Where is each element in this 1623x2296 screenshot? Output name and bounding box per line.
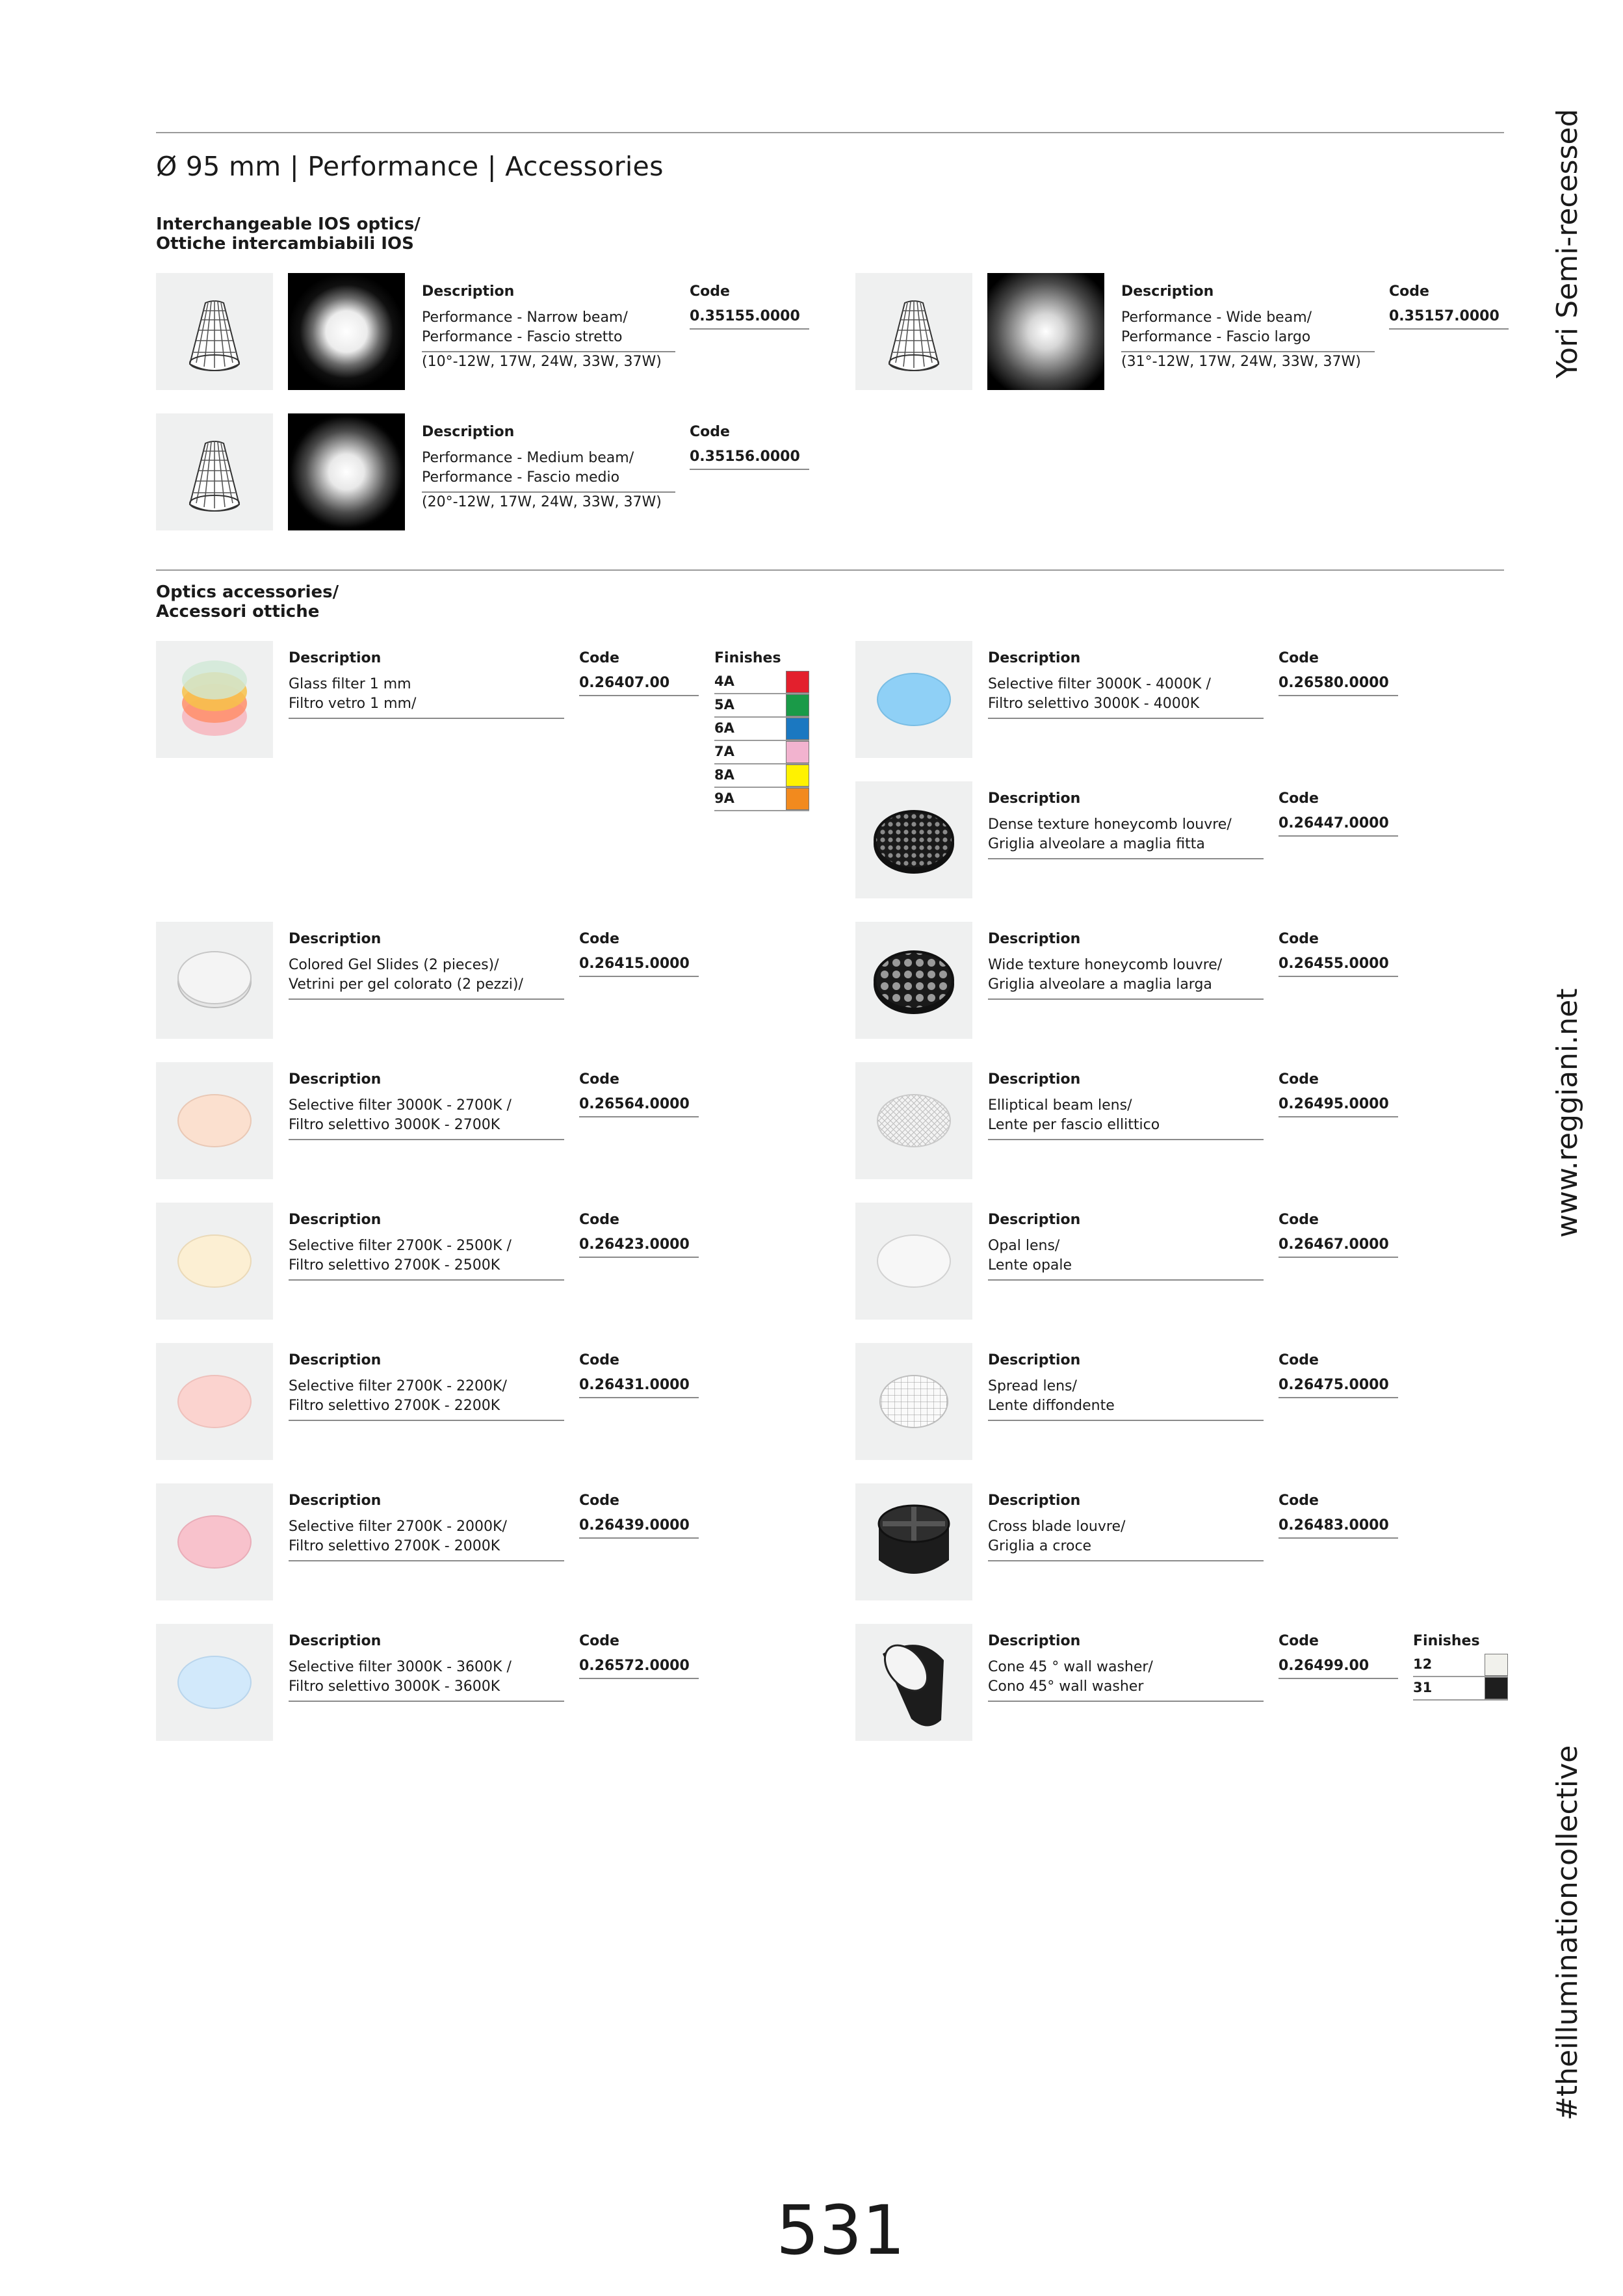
page-number: 531	[776, 2191, 905, 2270]
cone-finish-table	[1413, 1654, 1508, 1701]
label-code: Code	[579, 1493, 619, 1509]
label-code: Code	[579, 1352, 619, 1368]
beam-medium-image	[288, 413, 405, 530]
accessory-code: 0.26407.00	[579, 675, 699, 696]
label-description: Description	[988, 1071, 1081, 1088]
accessory-description: Cross blade louvre/ Griglia a croce	[988, 1517, 1264, 1561]
label-description: Description	[1121, 283, 1214, 300]
dense-honeycomb-icon	[855, 781, 972, 898]
accessory-code: 0.26447.0000	[1279, 815, 1398, 837]
label-description: Description	[289, 931, 382, 947]
beam-wide-image	[987, 273, 1104, 390]
accessory-description: Elliptical beam lens/ Lente per fascio ellittico	[988, 1096, 1264, 1140]
finish-row	[1413, 1654, 1508, 1677]
finish-row	[714, 718, 809, 741]
label-code: Code	[1279, 931, 1319, 947]
spread-lens-icon	[855, 1343, 972, 1460]
side-url-text: www.reggiani.net	[1551, 988, 1584, 1238]
section-title-accessories: Optics accessories/ Accessori ottiche	[156, 582, 339, 621]
label-code: Code	[1389, 283, 1429, 300]
accessory-code: 0.26415.0000	[579, 956, 699, 977]
finish-swatch	[786, 718, 809, 740]
accessory-code: 0.26467.0000	[1279, 1236, 1398, 1258]
label-code: Code	[690, 424, 730, 440]
optic-code: 0.35155.0000	[690, 308, 809, 330]
label-description: Description	[289, 1071, 382, 1088]
finish-swatch	[786, 764, 809, 787]
label-finishes: Finishes	[714, 650, 781, 666]
label-description: Description	[988, 1212, 1081, 1228]
label-code: Code	[579, 650, 619, 666]
optic-description: Performance - Wide beam/ Performance - Fascio largo	[1121, 308, 1375, 352]
cross-blade-louvre-icon	[855, 1483, 972, 1600]
label-code: Code	[1279, 1352, 1319, 1368]
side-hashtag-text: #theilluminationcollective	[1551, 1745, 1584, 2120]
optic-description: Performance - Narrow beam/ Performance - Fascio stretto	[422, 308, 675, 352]
accessory-description: Selective filter 3000K - 4000K / Filtro selettivo 3000K - 4000K	[988, 675, 1264, 719]
finish-swatch	[786, 694, 809, 716]
finish-row	[714, 788, 809, 811]
label-finishes: Finishes	[1413, 1633, 1480, 1649]
finish-row	[714, 694, 809, 718]
cone-wall-washer-icon	[855, 1624, 972, 1741]
glass-finish-table	[714, 671, 809, 811]
accessory-description: Selective filter 2700K - 2200K/ Filtro selettivo 2700K - 2200K	[289, 1377, 564, 1421]
accessory-description: Glass filter 1 mm Filtro vetro 1 mm/	[289, 675, 564, 719]
finish-row	[714, 671, 809, 694]
label-description: Description	[988, 1493, 1081, 1509]
filter-3000k-3600k-icon	[156, 1624, 273, 1741]
wide-honeycomb-icon	[855, 922, 972, 1039]
label-code: Code	[1279, 1212, 1319, 1228]
optic-wattage: (31°-12W, 17W, 24W, 33W, 37W)	[1121, 354, 1361, 370]
reflector-narrow-image	[156, 273, 273, 390]
reflector-medium-image	[156, 413, 273, 530]
label-description: Description	[988, 931, 1081, 947]
finish-swatch	[1485, 1677, 1508, 1699]
accessory-code: 0.26495.0000	[1279, 1096, 1398, 1117]
label-description: Description	[422, 424, 515, 440]
label-description: Description	[988, 1633, 1081, 1649]
accessory-description: Selective filter 2700K - 2500K / Filtro selettivo 2700K - 2500K	[289, 1236, 564, 1281]
optic-description: Performance - Medium beam/ Performance - Fascio medio	[422, 449, 675, 493]
finish-row	[714, 764, 809, 788]
label-description: Description	[289, 1493, 382, 1509]
finish-row	[714, 741, 809, 764]
accessory-description: Spread lens/ Lente diffondente	[988, 1377, 1264, 1421]
accessory-code: 0.26475.0000	[1279, 1377, 1398, 1398]
finish-code: 7A	[714, 744, 734, 759]
finish-code: 8A	[714, 767, 734, 783]
finish-code: 12	[1413, 1656, 1433, 1672]
accessory-code: 0.26483.0000	[1279, 1517, 1398, 1539]
finish-code: 4A	[714, 673, 734, 689]
finish-swatch	[786, 671, 809, 693]
label-description: Description	[988, 1352, 1081, 1368]
filter-3000k-4000k-icon	[855, 641, 972, 758]
accessory-code: 0.26455.0000	[1279, 956, 1398, 977]
label-code: Code	[1279, 1633, 1319, 1649]
finish-swatch	[1485, 1654, 1508, 1676]
accessory-description: Wide texture honeycomb louvre/ Griglia alveolare a maglia larga	[988, 956, 1264, 1000]
beam-narrow-image	[288, 273, 405, 390]
accessory-code: 0.26423.0000	[579, 1236, 699, 1258]
finish-row	[1413, 1677, 1508, 1701]
glass-filter-icon	[156, 641, 273, 758]
filter-2700k-2000k-icon	[156, 1483, 273, 1600]
label-code: Code	[579, 931, 619, 947]
accessory-code: 0.26499.00	[1279, 1658, 1398, 1679]
accessory-code: 0.26580.0000	[1279, 675, 1398, 696]
filter-2700k-2200k-icon	[156, 1343, 273, 1460]
accessory-description: Selective filter 2700K - 2000K/ Filtro selettivo 2700K - 2000K	[289, 1517, 564, 1561]
elliptical-lens-icon	[855, 1062, 972, 1179]
optic-code: 0.35157.0000	[1389, 308, 1509, 330]
label-description: Description	[289, 1212, 382, 1228]
opal-lens-icon	[855, 1203, 972, 1320]
accessory-code: 0.26564.0000	[579, 1096, 699, 1117]
filter-3000k-2700k-icon	[156, 1062, 273, 1179]
finish-swatch	[786, 741, 809, 763]
section-divider	[156, 569, 1504, 571]
optic-wattage: (20°-12W, 17W, 24W, 33W, 37W)	[422, 494, 662, 510]
label-code: Code	[579, 1212, 619, 1228]
label-description: Description	[422, 283, 515, 300]
section-title-optics: Interchangeable IOS optics/ Ottiche intercambiabili IOS	[156, 215, 421, 254]
filter-2700k-2500k-icon	[156, 1203, 273, 1320]
label-description: Description	[289, 650, 382, 666]
accessory-description: Opal lens/ Lente opale	[988, 1236, 1264, 1281]
label-code: Code	[1279, 1071, 1319, 1088]
label-description: Description	[988, 790, 1081, 807]
top-divider	[156, 132, 1504, 133]
label-description: Description	[988, 650, 1081, 666]
label-description: Description	[289, 1633, 382, 1649]
label-code: Code	[1279, 1493, 1319, 1509]
label-code: Code	[579, 1633, 619, 1649]
accessory-code: 0.26431.0000	[579, 1377, 699, 1398]
finish-code: 6A	[714, 720, 734, 736]
label-code: Code	[1279, 790, 1319, 807]
side-brand-text: Yori Semi-recessed	[1551, 109, 1584, 378]
accessory-description: Selective filter 3000K - 3600K / Filtro selettivo 3000K - 3600K	[289, 1658, 564, 1702]
finish-code: 31	[1413, 1680, 1433, 1695]
accessory-code: 0.26439.0000	[579, 1517, 699, 1539]
label-code: Code	[690, 283, 730, 300]
accessory-description: Cone 45 ° wall washer/ Cono 45° wall washer	[988, 1658, 1264, 1702]
label-code: Code	[1279, 650, 1319, 666]
page-title: Ø 95 mm | Performance | Accessories	[156, 151, 664, 182]
label-description: Description	[289, 1352, 382, 1368]
finish-swatch	[786, 788, 809, 810]
label-code: Code	[579, 1071, 619, 1088]
finish-code: 5A	[714, 697, 734, 712]
optic-code: 0.35156.0000	[690, 449, 809, 470]
accessory-description: Dense texture honeycomb louvre/ Griglia alveolare a maglia fitta	[988, 815, 1264, 859]
optic-wattage: (10°-12W, 17W, 24W, 33W, 37W)	[422, 354, 662, 370]
finish-code: 9A	[714, 790, 734, 806]
accessory-code: 0.26572.0000	[579, 1658, 699, 1679]
gel-slides-icon	[156, 922, 273, 1039]
accessory-description: Colored Gel Slides (2 pieces)/ Vetrini per gel colorato (2 pezzi)/	[289, 956, 564, 1000]
reflector-wide-image	[855, 273, 972, 390]
accessory-description: Selective filter 3000K - 2700K / Filtro selettivo 3000K - 2700K	[289, 1096, 564, 1140]
